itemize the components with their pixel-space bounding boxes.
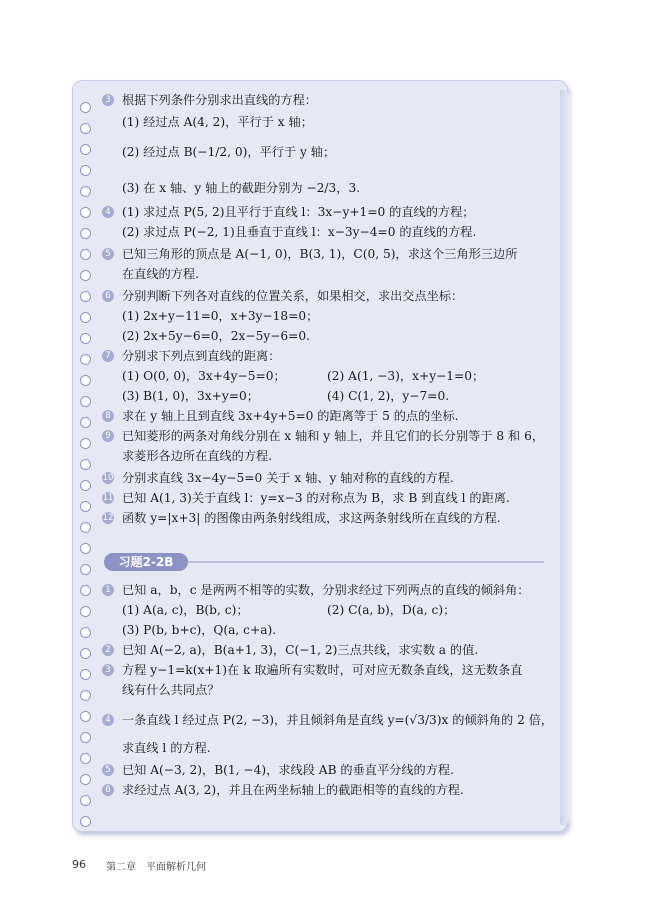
ring — [80, 669, 91, 680]
item-text: (2) 2x+5y−6=0，2x−5y−6=0. — [122, 329, 311, 343]
ring — [80, 795, 91, 806]
item-number-badge: 5 — [102, 764, 114, 776]
exercise-item — [100, 246, 555, 286]
item-text: 分别求直线 3x−4y−5=0 关于 x 轴、y 轴对称的直线的方程. — [122, 471, 454, 485]
ring — [80, 165, 91, 176]
ring — [80, 753, 91, 764]
item-text: 已知 A(1, 3)关于直线 l：y=x−3 的对称点为 B，求 B 到直线 l 的距离. — [122, 491, 510, 505]
ring — [80, 102, 91, 113]
item-number-badge: 6 — [102, 784, 114, 796]
item-number-badge: 11 — [102, 493, 114, 503]
item-text: 方程 y−1=k(x+1)在 k 取遍所有实数时，可对应无数条直线，这无数条直 — [122, 663, 523, 677]
ring — [80, 312, 91, 323]
exercise-item — [100, 428, 555, 468]
ring — [80, 627, 91, 638]
ring — [80, 375, 91, 386]
item-text: (1) A(a, c)，B(b, c)； — [122, 603, 249, 617]
section-title: 习题2-2B — [104, 553, 188, 571]
ring — [80, 606, 91, 617]
item-text: (3) B(1, 0)，3x+y=0； — [122, 389, 259, 403]
ring — [80, 585, 91, 596]
ring — [80, 543, 91, 554]
exercise-item — [100, 582, 555, 642]
item-text: (4) C(1, 2)，y−7=0. — [327, 389, 450, 403]
item-text: 已知 a，b，c 是两两不相等的实数，分别求经过下列两点的直线的倾斜角： — [122, 583, 530, 597]
item-number-badge: 3 — [102, 664, 114, 676]
item-text: 一条直线 l 经过点 P(2, −3)，并且倾斜角是直线 y=(√3/3)x 的倾斜角的 2 倍， — [122, 713, 554, 727]
item-number-badge: 8 — [102, 410, 114, 422]
exercise-item — [100, 204, 555, 244]
exercise-item — [100, 642, 555, 662]
item-text: 根据下列条件分别求出直线的方程： — [122, 93, 317, 107]
item-number-badge: 10 — [102, 473, 114, 483]
ring — [80, 522, 91, 533]
item-number-badge: 12 — [102, 513, 114, 523]
ring — [80, 333, 91, 344]
ring — [80, 459, 91, 470]
item-text: 已知菱形的两条对角线分别在 x 轴和 y 轴上，并且它们的长分别等于 8 和 6， — [122, 429, 545, 443]
item-text: (3) 在 x 轴、y 轴上的截距分别为 −2/3，3. — [122, 181, 361, 195]
exercise-item — [100, 762, 555, 782]
ring — [80, 417, 91, 428]
item-number-badge: 4 — [102, 206, 114, 218]
ring — [80, 249, 91, 260]
section-heading — [104, 553, 544, 571]
item-number-badge: 3 — [102, 94, 114, 106]
item-number-badge: 2 — [102, 644, 114, 656]
item-text: 函数 y=|x+3| 的图像由两条射线组成，求这两条射线所在直线的方程. — [122, 511, 501, 525]
ring — [80, 711, 91, 722]
exercise-item — [100, 712, 555, 756]
item-text: 分别判断下列各对直线的位置关系，如果相交，求出交点坐标： — [122, 289, 464, 303]
exercise-item — [100, 510, 555, 530]
ring — [80, 228, 91, 239]
item-text: 分别求下列点到直线的距离： — [122, 349, 281, 363]
ring — [80, 354, 91, 365]
item-text: 已知 A(−3, 2)，B(1, −4)，求线段 AB 的垂直平分线的方程. — [122, 763, 454, 777]
ring — [80, 732, 91, 743]
page-number: 96 — [72, 858, 86, 871]
item-text: (1) 求过点 P(5, 2)且平行于直线 l：3x−y+1=0 的直线的方程； — [122, 205, 475, 219]
ring — [80, 270, 91, 281]
ring — [80, 207, 91, 218]
item-text: (2) C(a, b)，D(a, c)； — [327, 603, 456, 617]
item-text: 求菱形各边所在直线的方程. — [122, 449, 273, 463]
exercise-item — [100, 662, 555, 702]
exercise-item — [100, 782, 555, 802]
ring — [80, 564, 91, 575]
heading-rule — [184, 561, 544, 563]
ring — [80, 291, 91, 302]
card-shadow — [560, 90, 570, 825]
ring — [80, 438, 91, 449]
item-number-badge: 9 — [102, 430, 114, 442]
item-text: (2) 求过点 P(−2, 1)且垂直于直线 l：x−3y−4=0 的直线的方程. — [122, 225, 477, 239]
ring — [80, 648, 91, 659]
ring — [80, 690, 91, 701]
item-text: 求在 y 轴上且到直线 3x+4y+5=0 的距离等于 5 的点的坐标. — [122, 409, 459, 423]
item-number-badge: 1 — [102, 584, 114, 596]
ring — [80, 501, 91, 512]
item-text: 已知三角形的顶点是 A(−1, 0)，B(3, 1)，C(0, 5)，求这个三角形三边所 — [122, 247, 518, 261]
item-text: (2) A(1, −3)，x+y−1=0； — [327, 369, 485, 383]
ring — [80, 816, 91, 827]
item-text: 已知 A(−2, a)，B(a+1, 3)，C(−1, 2)三点共线，求实数 a 的值. — [122, 643, 479, 657]
item-text: (1) 2x+y−11=0，x+3y−18=0； — [122, 309, 319, 323]
ring — [80, 186, 91, 197]
item-text: (2) 经过点 B(−1/2, 0)，平行于 y 轴； — [122, 145, 336, 159]
item-text: 在直线的方程. — [122, 267, 199, 281]
item-text: 求直线 l 的方程. — [122, 741, 211, 755]
exercise-item — [100, 408, 555, 428]
item-number-badge: 4 — [102, 714, 114, 726]
item-number-badge: 7 — [102, 350, 114, 362]
ring — [80, 123, 91, 134]
exercise-item — [100, 92, 555, 195]
item-text: (1) O(0, 0)，3x+4y−5=0； — [122, 369, 286, 383]
exercise-item — [100, 470, 555, 490]
item-text: (1) 经过点 A(4, 2)，平行于 x 轴； — [122, 115, 313, 129]
chapter-title: 第二章 平面解析几何 — [106, 862, 206, 873]
item-number-badge: 5 — [102, 248, 114, 260]
ring — [80, 480, 91, 491]
item-text: 线有什么共同点？ — [122, 683, 220, 697]
exercise-item — [100, 288, 555, 348]
exercise-item — [100, 490, 555, 510]
item-number-badge: 6 — [102, 290, 114, 302]
item-text: (3) P(b, b+c)，Q(a, c+a). — [122, 623, 277, 637]
ring — [80, 774, 91, 785]
ring — [80, 396, 91, 407]
ring — [80, 144, 91, 155]
exercise-item — [100, 348, 555, 408]
item-text: 求经过点 A(3, 2)，并且在两坐标轴上的截距相等的直线的方程. — [122, 783, 464, 797]
